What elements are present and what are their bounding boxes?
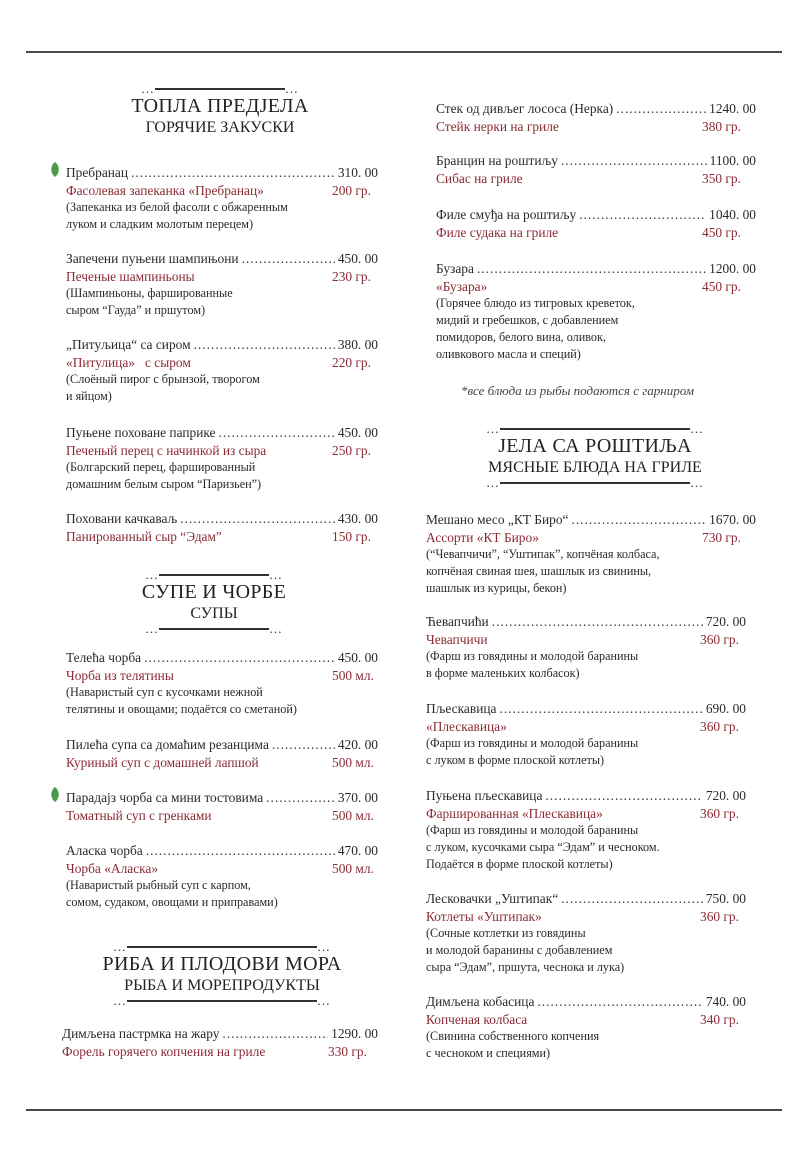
item-name: „Питуљица“ са сиром: [66, 337, 191, 352]
item-name: Парадајз чорба са мини тостовима: [66, 790, 264, 805]
item-name-ru: Чевапчичи: [426, 631, 488, 647]
item-description: Подаётся в форме плоской котлеты): [426, 857, 613, 871]
item-amount: 500 мл.: [332, 860, 374, 876]
section-title: ЈЕЛА СА РОШТИЉА: [498, 435, 692, 457]
dot-leader: [492, 613, 703, 631]
menu-item: [66, 336, 378, 405]
menu-item: [426, 613, 746, 682]
item-description: (Шампиньоны, фаршированные: [66, 286, 233, 300]
dot-leader: [499, 700, 702, 718]
dot-leader: [146, 842, 335, 860]
item-amount: 500 мл.: [332, 807, 374, 823]
item-name-ru: Ассорти «КТ Биро»: [426, 529, 539, 545]
item-description: (Сочные котлетки из говядины: [426, 926, 586, 940]
item-price: 1670. 00: [709, 512, 756, 527]
item-description: (Свинина собственного копчения: [426, 1029, 600, 1043]
section-heading-hot-appetizers: [130, 81, 310, 138]
item-description: шашлык из курицы, бекон): [426, 581, 567, 595]
item-name: Бранцин на роштиљу: [436, 153, 558, 168]
heading-ornament: … …: [113, 993, 331, 1008]
heading-ornament: … …: [486, 475, 704, 490]
section-title: ТОПЛА ПРЕДЈЕЛА: [131, 95, 309, 117]
item-description: (Фарш из говядины и молодой баранины: [426, 736, 639, 750]
section-subtitle: МЯСНЫЕ БЛЮДА НА ГРИЛЕ: [488, 459, 702, 476]
item-price: 720. 00: [705, 788, 746, 803]
section-subtitle: РЫБА И МОРЕПРОДУКТЫ: [124, 977, 320, 994]
item-description: оливкового масла и специй): [436, 347, 581, 361]
dot-leader: [131, 164, 335, 182]
item-description: (Слоёный пирог с брынзой, творогом: [66, 372, 260, 386]
menu-item: [436, 206, 756, 241]
item-amount: 220 гр.: [332, 354, 371, 370]
item-name-ru: Форель горячего копчения на гриле: [62, 1043, 266, 1059]
dot-leader: [537, 993, 702, 1011]
item-amount: 250 гр.: [332, 442, 371, 458]
section-subtitle: ГОРЯЧИЕ ЗАКУСКИ: [145, 119, 295, 136]
section-heading-fish: [92, 939, 352, 1008]
item-description: сыром “Гауда” и пршутом): [66, 303, 206, 317]
item-description: в форме маленьких колбасок): [426, 666, 580, 680]
item-price: 430. 00: [337, 511, 378, 526]
item-price: 1040. 00: [709, 207, 756, 222]
menu-item: [66, 789, 378, 824]
item-name: Пљескавица: [426, 701, 497, 716]
item-amount: 450 гр.: [702, 278, 741, 294]
item-amount: 380 гр.: [702, 118, 741, 134]
item-price: 1290. 00: [331, 1026, 378, 1041]
item-description: мидий и гребешков, с добавлением: [436, 313, 619, 327]
menu-item: [426, 700, 746, 769]
dot-leader: [242, 250, 335, 268]
item-price: 380. 00: [337, 337, 378, 352]
item-name: Мешано месо „КТ Биро“: [426, 512, 569, 527]
item-price: 1200. 00: [709, 261, 756, 276]
item-name: Пилећа супа са домаћим резанцима: [66, 737, 269, 752]
item-name-ru: Панированный сыр “Эдам”: [66, 528, 222, 544]
item-name: Поховани качкаваљ: [66, 511, 178, 526]
item-name-ru: Чорба из телятины: [66, 667, 174, 683]
item-amount: 450 гр.: [702, 224, 741, 240]
menu-item: [436, 100, 756, 135]
item-price: 450. 00: [337, 251, 378, 266]
item-amount: 360 гр.: [700, 805, 739, 821]
item-name: Пребранац: [66, 165, 129, 180]
section-subtitle: СУПЫ: [190, 605, 238, 622]
item-name-ru: Котлеты «Уштипак»: [426, 908, 542, 924]
menu-item: [66, 164, 378, 233]
dot-leader: [272, 736, 335, 754]
dot-leader: [616, 100, 706, 118]
item-description: (Наваристый рыбный суп с карпом,: [66, 878, 251, 892]
menu-item: [62, 1025, 378, 1060]
item-price: 310. 00: [337, 165, 378, 180]
item-name: Запечени пуњени шампињони: [66, 251, 239, 266]
item-description: с луком в форме плоской котлеты): [426, 753, 605, 767]
menu-item: [436, 152, 756, 187]
item-name: Аласка чорба: [66, 843, 143, 858]
dot-leader: [571, 511, 706, 529]
item-description: с чесноком и специями): [426, 1046, 551, 1060]
item-description: телятины и овощами; подаётся со сметаной): [66, 702, 297, 716]
item-amount: 500 мл.: [332, 754, 374, 770]
section-title: РИБА И ПЛОДОВИ МОРА: [102, 953, 342, 975]
item-name-ru: «Бузара»: [436, 278, 488, 294]
item-description: копчёная свиная шея, шашлык из свинины,: [426, 564, 652, 578]
fish-garnish-note: *все блюда из рыбы подаются с гарниром: [461, 383, 695, 398]
dot-leader: [180, 510, 335, 528]
section-heading-grill: [470, 421, 720, 490]
item-price: 470. 00: [337, 843, 378, 858]
menu-item: [66, 510, 378, 545]
dot-leader: [144, 649, 335, 667]
item-amount: 500 мл.: [332, 667, 374, 683]
dot-leader: [222, 1025, 328, 1043]
item-description: (Горячее блюдо из тигровых креветок,: [436, 296, 635, 310]
item-name: Филе смуђа на роштиљу: [436, 207, 577, 222]
item-description: (Запеканка из белой фасоли с обжаренным: [66, 200, 288, 214]
item-name-ru: Печеный перец с начинкой из сыра: [66, 442, 267, 458]
item-name-ru: Филе судака на гриле: [436, 224, 559, 240]
item-amount: 150 гр.: [332, 528, 371, 544]
item-amount: 230 гр.: [332, 268, 371, 284]
menu-item: [426, 890, 746, 976]
item-name-ru: Фаршированная «Плескавица»: [426, 805, 603, 821]
item-description: и яйцом): [66, 389, 112, 403]
item-description: и молодой баранины с добавлением: [426, 943, 613, 957]
menu-item: [426, 511, 756, 597]
item-description: с луком, кусочками сыра “Эдам” и чесноком.: [426, 840, 660, 854]
item-name-ru: Копченая колбаса: [426, 1011, 528, 1027]
item-description: (Наваристый суп с кусочками нежной: [66, 685, 263, 699]
item-description: домашним белым сыром “Паризьен”): [66, 477, 262, 491]
item-price: 450. 00: [337, 650, 378, 665]
dot-leader: [266, 789, 335, 807]
item-name: Стек од дивљег лососа (Нерка): [436, 101, 614, 116]
item-name: Пуњена пљескавица: [426, 788, 543, 803]
item-price: 690. 00: [705, 701, 746, 716]
item-price: 450. 00: [337, 425, 378, 440]
menu-item: [426, 787, 746, 873]
heading-ornament: … …: [141, 81, 299, 96]
item-amount: 360 гр.: [700, 718, 739, 734]
dot-leader: [545, 787, 702, 805]
item-name: Димљена кобасица: [426, 994, 535, 1009]
item-price: 370. 00: [337, 790, 378, 805]
item-amount: 330 гр.: [328, 1043, 367, 1059]
item-name: Ћевапчићи: [426, 614, 489, 629]
item-price: 420. 00: [337, 737, 378, 752]
heading-ornament: … …: [145, 621, 283, 636]
item-description: (“Чевапчичи”, “Уштипак”, копчёная колбаса,: [426, 547, 660, 561]
item-name-ru: Стейк нерки на гриле: [436, 118, 559, 134]
item-name-ru: Сибас на гриле: [436, 170, 523, 186]
item-description: луком и сладким молотым перецем): [66, 217, 254, 231]
dot-leader: [561, 152, 707, 170]
item-name-ru: Куриный суп с домашней лапшой: [66, 754, 259, 770]
item-amount: 360 гр.: [700, 908, 739, 924]
item-amount: 350 гр.: [702, 170, 741, 186]
section-title: СУПЕ И ЧОРБЕ: [141, 581, 287, 603]
item-description: (Болгарский перец, фаршированный: [66, 460, 256, 474]
item-amount: 200 гр.: [332, 182, 371, 198]
item-name-ru: Томатный суп с гренками: [66, 807, 212, 823]
top-rule: [26, 51, 782, 53]
item-amount: 360 гр.: [700, 631, 739, 647]
heading-ornament: … …: [113, 939, 331, 954]
item-name-ru: «Плескавица»: [426, 718, 507, 734]
menu-item: [66, 736, 378, 771]
menu-item: [426, 993, 746, 1062]
bottom-rule: [26, 1109, 782, 1111]
menu-item: [66, 842, 378, 911]
item-name: Пуњене поховане паприке: [66, 425, 216, 440]
item-name: Телећа чорба: [66, 650, 142, 665]
item-name-ru: Печеные шампиньоны: [66, 268, 195, 284]
item-description: сыра “Эдам”, пршута, чеснока и лука): [426, 960, 625, 974]
item-description: помидоров, белого вина, оливок,: [436, 330, 606, 344]
menu-item: [66, 250, 378, 319]
item-price: 750. 00: [705, 891, 746, 906]
item-name-ru: «Питулица» с сыром: [66, 354, 191, 370]
dot-leader: [561, 890, 703, 908]
leaf-icon: [50, 162, 60, 177]
item-amount: 340 гр.: [700, 1011, 739, 1027]
menu-item: [66, 424, 378, 493]
menu-item: [436, 260, 756, 363]
item-name: Бузара: [436, 261, 474, 276]
item-description: сомом, судаком, овощами и приправами): [66, 895, 278, 909]
dot-leader: [194, 336, 335, 354]
dot-leader: [579, 206, 706, 224]
item-price: 720. 00: [705, 614, 746, 629]
leaf-icon: [50, 787, 60, 802]
item-name-ru: Фасолевая запеканка «Пребранац»: [66, 182, 264, 198]
item-name: Лесковачки „Уштипак“: [426, 891, 559, 906]
item-description: (Фарш из говядины и молодой баранины: [426, 649, 639, 663]
item-amount: 730 гр.: [702, 529, 741, 545]
item-price: 1240. 00: [709, 101, 756, 116]
item-price: 740. 00: [705, 994, 746, 1009]
menu-item: [66, 649, 378, 718]
section-heading-soups: [134, 567, 294, 636]
dot-leader: [218, 424, 334, 442]
item-price: 1100. 00: [709, 153, 756, 168]
item-name: Димљена пастрмка на жару: [62, 1026, 220, 1041]
item-name-ru: Чорба «Аласка»: [66, 860, 159, 876]
heading-ornament: … …: [486, 421, 704, 436]
heading-ornament: … …: [145, 567, 283, 582]
dot-leader: [477, 260, 706, 278]
item-description: (Фарш из говядины и молодой баранины: [426, 823, 639, 837]
